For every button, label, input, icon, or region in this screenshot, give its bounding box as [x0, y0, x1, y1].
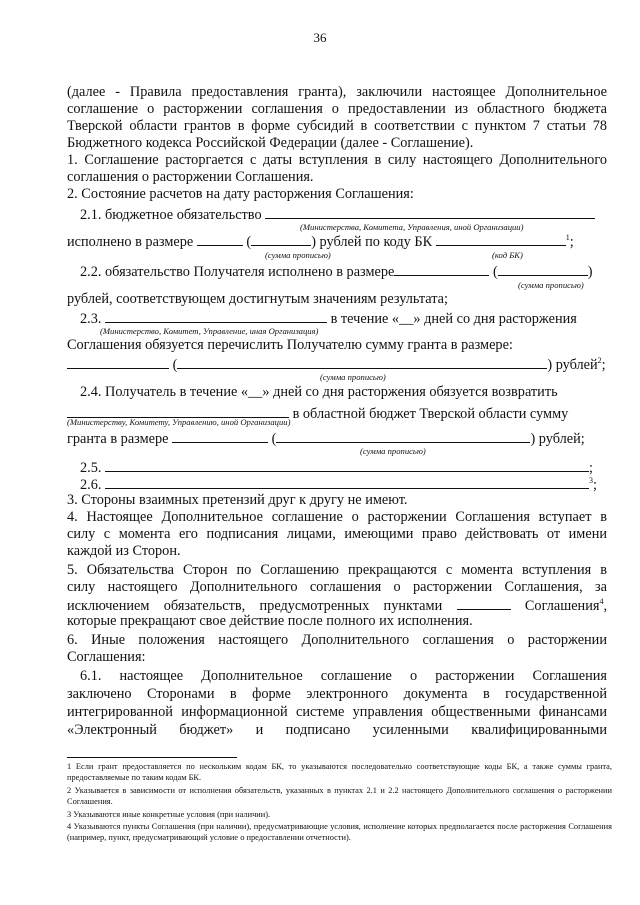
- item-2-5: 2.5. ;: [80, 460, 594, 476]
- transfer-amount-line: ( ) рублей$^2$;: [67, 355, 607, 374]
- text-line: Соглашения обязуется перечислить Получателю сумму гранта в размере:: [67, 337, 513, 353]
- text-line: интегрированной информационной системе управления общественными финансами: [67, 704, 607, 720]
- footnote-ref: 2: [597, 356, 602, 366]
- item-2-5-label: 2.5.: [80, 460, 102, 476]
- rub-by-code-label: рублей по коду БК: [319, 234, 433, 250]
- text-line: 6.1. настоящее Дополнительное соглашение о расторжении Соглашения: [80, 668, 607, 684]
- text-line: каждой из Сторон.: [67, 543, 181, 559]
- footnote: 4 Указываются пункты Соглашения (при наличии), предусматривающие условия, исполнение которых предполагается после расторжения Соглашения (например, пункт, предусматривающий условие о предоставлении отчетности).: [67, 822, 612, 842]
- amount-blank: [197, 232, 243, 246]
- caption-ministry: (Министерству, Комитету, Управлению, иной Организации): [67, 417, 291, 427]
- text-line: Соглашения:: [67, 649, 146, 665]
- footnote: 3 Указываются иные конкретные условия (при наличии).: [67, 810, 271, 819]
- executed-label: исполнено в размере: [67, 234, 194, 250]
- condition-blank: [105, 475, 589, 489]
- rub-label: рублей: [538, 431, 581, 447]
- footnote: 1 Если грант предоставляется по нескольким кодам БК, то указываются последовательно соответствующие коды БК, а также суммы гранта, предоставляемые по таким кодам БК.: [67, 762, 612, 782]
- item-2-2-label: 2.2. обязательство Получателя исполнено в размере: [80, 264, 395, 280]
- text-line: которые прекращают свое действие после полного их исполнения.: [67, 613, 473, 629]
- amount-words-blank: [177, 355, 547, 369]
- text-line: рублей, соответствующем достигнутым значениям результата;: [67, 291, 448, 307]
- grant-amount-label: гранта в размере: [67, 431, 169, 447]
- condition-blank: [105, 458, 589, 472]
- grant-amount-line: гранта в размере ( ) рублей;: [67, 431, 585, 447]
- text-line: 5. Обязательства Сторон по Соглашению прекращаются с момента вступления в: [67, 562, 607, 578]
- item-2-6-label: 2.6.: [80, 477, 102, 493]
- agreement-ref: Соглашения$^4$,: [524, 597, 608, 614]
- code-bk-blank: [436, 232, 566, 246]
- text-line: силу настоящего Дополнительного соглашения о расторжении Соглашения, за: [67, 579, 607, 595]
- item-2-6: 2.6. $^3$;: [80, 476, 598, 493]
- caption-sum-words: (сумма прописью): [518, 280, 584, 290]
- text-line: 2. Состояние расчетов на дату расторжения Соглашения:: [67, 186, 414, 202]
- amount-blank: [394, 262, 489, 276]
- text-line: силу с момента его подписания лицами, имеющими право действовать от имени: [67, 526, 607, 542]
- caption-code-bk: (код БК): [492, 250, 523, 260]
- text-line: 1. Соглашение расторгается с даты вступления в силу настоящего Дополнительного: [67, 152, 607, 168]
- points-blank: [457, 596, 511, 610]
- caption-ministry: (Министерства, Комитета, Управления, иной Организации): [300, 222, 524, 232]
- text-line: заключено Сторонами в форме электронного документа в государственной: [67, 686, 607, 702]
- text-line: Тверской области грантов в форме субсидий в соответствии с пунктом 7 статьи 78: [67, 118, 607, 134]
- caption-sum-words: (сумма прописью): [265, 250, 331, 260]
- amount-words-blank: [276, 429, 530, 443]
- item-2-1-label: 2.1. бюджетное обязательство: [80, 207, 262, 223]
- text-line: (далее - Правила предоставления гранта), заключили настоящее Дополнительное: [67, 84, 607, 100]
- caption-ministry: (Министерство, Комитет, Управление, иная Организация): [100, 326, 319, 336]
- text-line: 6. Иные положения настоящего Дополнительного соглашения о расторжении: [67, 632, 607, 648]
- rub-label: рублей: [555, 357, 598, 373]
- page-number: 36: [313, 30, 327, 45]
- executed-line: исполнено в размере ( ) рублей по коду БК $^1$;: [67, 233, 574, 250]
- footnote-divider: [67, 757, 237, 758]
- text-line: «Электронный бюджет» и подписано усиленными квалифицированными: [67, 722, 607, 738]
- in-course-label: в течение «__» дней со дня расторжения: [330, 311, 577, 327]
- text-line: соглашения о расторжении Соглашения.: [67, 169, 314, 185]
- ministry-blank: [105, 309, 327, 323]
- amount-words-blank: [251, 232, 311, 246]
- ministry-blank: [265, 205, 595, 219]
- text-line: 4. Настоящее Дополнительное соглашение о расторжении Соглашения вступает в: [67, 509, 607, 525]
- caption-sum-words: (сумма прописью): [360, 446, 426, 456]
- text-line: соглашение о расторжении соглашения о предоставлении из областного бюджета: [67, 101, 607, 117]
- ministry-blank: [67, 404, 289, 418]
- item-2-3-label: 2.3.: [80, 311, 102, 327]
- text-line: 2.4. Получатель в течение «__» дней со дня расторжения обязуется возвратить: [80, 384, 558, 400]
- caption-sum-words: (сумма прописью): [320, 372, 386, 382]
- amount-blank: [172, 429, 268, 443]
- amount-words-blank: [498, 262, 588, 276]
- to-budget-label: в областной бюджет Тверской области сумму: [292, 406, 569, 422]
- footnote-ref: 4: [599, 597, 604, 607]
- amount-blank: [67, 355, 169, 369]
- item-2-2: 2.2. обязательство Получателя исполнено в размере ( ): [80, 264, 593, 280]
- points-label: исключением обязательств, предусмотренных пунктами: [67, 598, 443, 614]
- text-line: Бюджетного кодекса Российской Федерации (далее - Соглашение).: [67, 135, 474, 151]
- footnote: 2 Указывается в зависимости от исполнения обязательств, указанных в пунктах 2.1 и 2.2 настоящего Дополнительного соглашения о расторжении Соглашения.: [67, 786, 612, 806]
- footnote-ref: 3: [589, 476, 594, 486]
- footnote-ref: 1: [565, 233, 570, 243]
- text-line: 3. Стороны взаимных претензий друг к другу не имеют.: [67, 492, 408, 508]
